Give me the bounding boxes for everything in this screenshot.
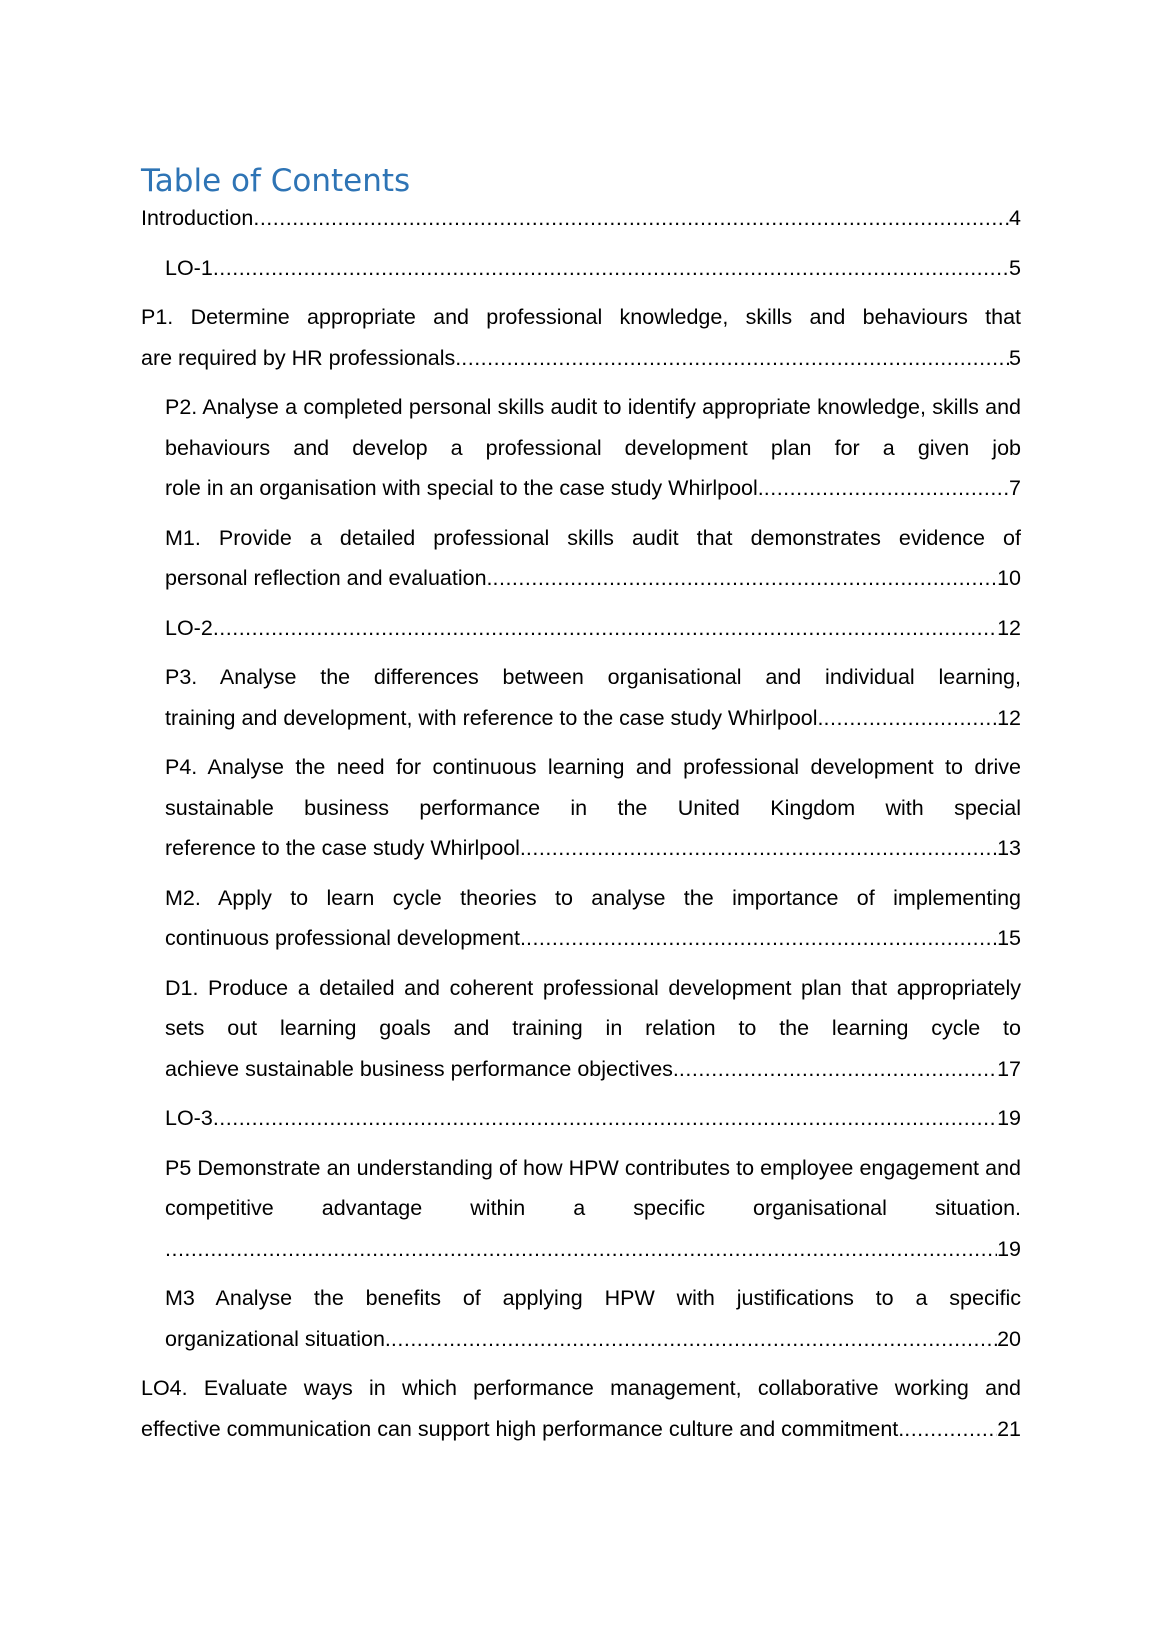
toc-entry-heading: P3. Analyse the differences between organisational and individual learning,	[165, 665, 1021, 689]
toc-dot-leader	[764, 468, 1009, 509]
toc-entry-last-line	[165, 1098, 1021, 1139]
toc-entry[interactable]	[165, 1148, 1021, 1270]
toc-entry-heading: D1. Produce a detailed and coherent professional development plan that appropriately sets out learning goals and training in relation to the learning cycle to	[165, 975, 1021, 1040]
toc-entry-last-line	[165, 1319, 1021, 1360]
toc-page-number: 20	[997, 1326, 1021, 1351]
toc-entry-label: role in an organisation with special to the case study Whirlpool.	[165, 476, 764, 500]
toc-entry-heading: P2. Analyse a completed personal skills audit to identify appropriate knowledge, skills and behaviours and develop a professional development plan for a given job	[165, 395, 1021, 460]
toc-entry-label: effective communication can support high performance culture and commitment.	[141, 1416, 905, 1441]
toc-entry-heading: P4. Analyse the need for continuous learning and professional development to drive sustainable business performance in the United Kingdom with special	[165, 755, 1021, 820]
toc-entry-label: reference to the case study Whirlpool.	[165, 836, 526, 860]
toc-entry[interactable]	[141, 297, 1021, 378]
toc-page-number: 21	[997, 1416, 1021, 1441]
toc-entry[interactable]	[165, 968, 1021, 1090]
toc-dot-leader	[213, 248, 1009, 289]
toc-entry[interactable]	[141, 1368, 1021, 1449]
toc-entry[interactable]	[165, 747, 1021, 869]
toc-entry[interactable]	[165, 657, 1021, 738]
toc-entry-heading: M2. Apply to learn cycle theories to analyse the importance of implementing	[165, 885, 1021, 910]
toc-dot-leader	[493, 558, 998, 599]
toc-dot-leader	[679, 1049, 997, 1090]
toc-entry-heading: M1. Provide a detailed professional skills audit that demonstrates evidence of	[165, 525, 1021, 550]
toc-entries	[141, 198, 1021, 1449]
toc-page-number: 15	[997, 926, 1021, 950]
toc-entry-heading: P1. Determine appropriate and professional knowledge, skills and behaviours that	[141, 305, 1021, 329]
toc-entry-label: Introduction	[141, 206, 254, 230]
toc-entry-heading: LO4. Evaluate ways in which performance management, collaborative working and	[141, 1376, 1021, 1400]
toc-page-number: 10	[997, 566, 1021, 590]
toc-entry-label: organizational situation.	[165, 1326, 391, 1351]
toc-dot-leader	[165, 1229, 997, 1270]
toc-dot-leader	[904, 1409, 997, 1450]
toc-entry-label: LO-3	[165, 1106, 213, 1130]
toc-entry-last-line	[141, 1409, 1021, 1450]
toc-entry-label: achieve sustainable business performance objectives.	[165, 1056, 679, 1081]
toc-dot-leader	[391, 1319, 997, 1360]
toc-dot-leader	[526, 828, 997, 869]
toc-page-number: 19	[997, 1106, 1021, 1130]
toc-page-number: 7	[1009, 476, 1021, 500]
toc-page-number: 4	[1009, 206, 1021, 230]
toc-entry[interactable]	[165, 608, 1021, 649]
toc-entry[interactable]	[165, 878, 1021, 959]
toc-entry-last-line	[165, 248, 1021, 289]
toc-page-number: 13	[997, 836, 1021, 860]
toc-entry-last-line	[165, 1229, 1021, 1270]
toc-dot-leader	[253, 198, 1009, 239]
document-page	[141, 160, 1021, 1458]
toc-dot-leader	[526, 918, 997, 959]
toc-entry[interactable]	[165, 1098, 1021, 1139]
toc-entry-label: continuous professional development.	[165, 926, 526, 950]
toc-entry-heading: P5 Demonstrate an understanding of how HPW contributes to employee engagement and competitive advantage within a specific organisational situation.	[165, 1155, 1021, 1220]
toc-dot-leader	[213, 1098, 997, 1139]
toc-dot-leader	[824, 698, 998, 739]
toc-title: Table of Contents	[141, 163, 411, 199]
toc-entry-last-line	[165, 468, 1021, 509]
toc-page-number: 19	[997, 1236, 1021, 1261]
toc-dot-leader	[213, 608, 997, 649]
toc-entry-label: personal reflection and evaluation.	[165, 566, 493, 590]
toc-entry-last-line	[165, 828, 1021, 869]
toc-page-number: 5	[1009, 345, 1021, 370]
toc-entry-last-line	[165, 608, 1021, 649]
toc-entry-heading: M3 Analyse the benefits of applying HPW with justifications to a specific	[165, 1286, 1021, 1310]
toc-entry-last-line	[165, 918, 1021, 959]
toc-entry[interactable]	[165, 1278, 1021, 1359]
toc-entry-label: training and development, with reference to the case study Whirlpool.	[165, 705, 824, 730]
toc-page-number: 12	[997, 705, 1021, 730]
toc-entry-last-line	[165, 1049, 1021, 1090]
toc-entry[interactable]	[165, 387, 1021, 509]
toc-dot-leader	[461, 338, 1009, 379]
toc-entry-label: LO-2	[165, 615, 213, 640]
toc-entry-last-line	[165, 558, 1021, 599]
toc-entry[interactable]	[141, 198, 1021, 239]
toc-page-number: 5	[1009, 255, 1021, 280]
toc-page-number: 17	[997, 1056, 1021, 1081]
toc-page-number: 12	[997, 615, 1021, 640]
toc-entry-last-line	[141, 198, 1021, 239]
toc-entry-last-line	[165, 698, 1021, 739]
toc-entry[interactable]	[165, 248, 1021, 289]
toc-entry-label: are required by HR professionals.	[141, 345, 462, 370]
toc-entry-label: LO-1	[165, 255, 213, 280]
toc-entry[interactable]	[165, 518, 1021, 599]
toc-entry-last-line	[141, 338, 1021, 379]
